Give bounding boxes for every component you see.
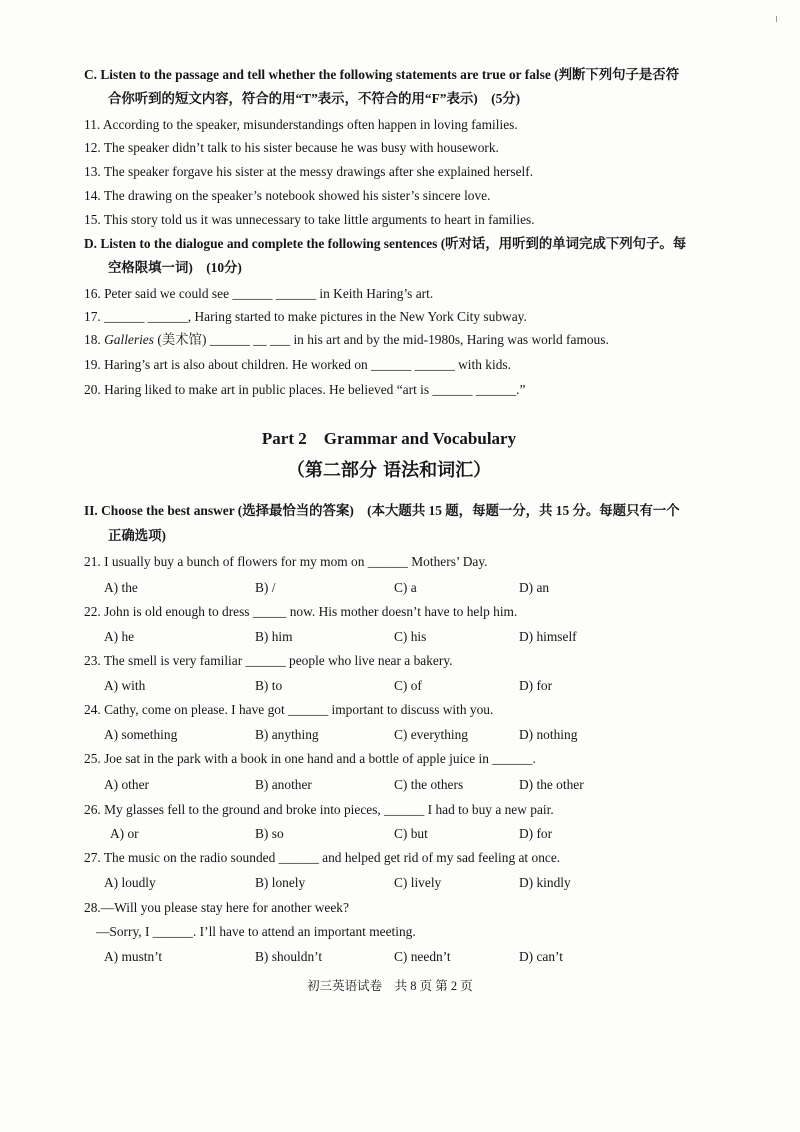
question-13: 13. The speaker forgave his sister at the messy drawings after she explained herself. — [84, 164, 534, 179]
q21-option-d: D) an — [519, 580, 550, 595]
q21-option-a: A) the — [104, 580, 138, 595]
question-25: 25. Joe sat in the park with a book in one hand and a bottle of apple juice in ______. — [84, 751, 536, 766]
question-20: 20. Haring liked to make art in public places. He believed “art is ______ ______.” — [84, 382, 526, 397]
part-2-title: Part 2 Grammar and Vocabulary — [261, 429, 517, 448]
q28-option-c: C) needn’t — [394, 949, 451, 964]
question-27: 27. The music on the radio sounded ______ and helped get rid of my sad feeling at once. — [84, 850, 561, 865]
q25-option-a: A) other — [104, 777, 149, 792]
q24-option-b: B) anything — [255, 727, 319, 742]
q27-option-a: A) loudly — [104, 875, 156, 890]
q23-option-a: A) with — [104, 678, 146, 693]
page-footer: 初三英语试卷 共 8 页 第 2 页 — [307, 979, 473, 993]
question-26: 26. My glasses fell to the ground and broke into pieces, ______ I had to buy a new pair. — [84, 802, 554, 817]
q22-option-b: B) him — [255, 629, 293, 644]
question-18-number: 18. — [84, 332, 101, 347]
question-11: 11. According to the speaker, misunderstandings often happen in loving families. — [84, 117, 518, 132]
scan-mark — [776, 16, 777, 22]
question-18-rest: (美术馆) ______ __ ___ in his art and by the mid-1980s, Haring was world famous. — [157, 332, 609, 347]
q22-option-a: A) he — [104, 629, 135, 644]
q23-option-b: B) to — [255, 678, 283, 693]
q22-option-c: C) his — [394, 629, 427, 644]
q21-option-c: C) a — [394, 580, 417, 595]
question-23: 23. The smell is very familiar ______ people who live near a bakery. — [84, 653, 453, 668]
section-c-heading-cont: 合你听到的短文内容，符合的用“T”表示，不符合的用“F”表示) (5分) — [108, 91, 521, 106]
q28-option-a: A) mustn’t — [104, 949, 163, 964]
q23-option-d: D) for — [519, 678, 553, 693]
q25-option-c: C) the others — [394, 777, 464, 792]
q24-option-c: C) everything — [394, 727, 469, 742]
q26-option-c: C) but — [394, 826, 428, 841]
question-12: 12. The speaker didn’t talk to his sister because he was busy with housework. — [84, 140, 499, 155]
question-18 — [84, 331, 760, 349]
section-d-heading-cont: 空格限填一词) (10分) — [108, 260, 242, 275]
question-19: 19. Haring’s art is also about children. He worked on ______ ______ with kids. — [84, 357, 511, 372]
question-14: 14. The drawing on the speaker’s notebook showed his sister’s sincere love. — [84, 188, 491, 203]
question-21: 21. I usually buy a bunch of flowers for my mom on ______ Mothers’ Day. — [84, 554, 488, 569]
question-28-line-2: —Sorry, I ______. I’ll have to attend an important meeting. — [96, 924, 416, 939]
part-2-subtitle: （第二部分 语法和词汇） — [286, 460, 492, 481]
question-28-line-1: 28.—Will you please stay here for another week? — [84, 900, 349, 915]
q27-option-d: D) kindly — [519, 875, 571, 890]
q23-option-c: C) of — [394, 678, 422, 693]
q26-option-b: B) so — [255, 826, 284, 841]
q24-option-a: A) something — [104, 727, 178, 742]
q27-option-c: C) lively — [394, 875, 442, 890]
q26-option-a: A) or — [110, 826, 139, 841]
q25-option-b: B) another — [255, 777, 312, 792]
q25-option-d: D) the other — [519, 777, 584, 792]
question-18-word: Galleries — [104, 332, 154, 347]
section-ii-heading-cont: 正确选项) — [108, 528, 167, 543]
question-17: 17. ______ ______, Haring started to make pictures in the New York City subway. — [84, 309, 527, 324]
question-24: 24. Cathy, come on please. I have got ______ important to discuss with you. — [84, 702, 494, 717]
q26-option-d: D) for — [519, 826, 553, 841]
q22-option-d: D) himself — [519, 629, 577, 644]
q28-option-b: B) shouldn’t — [255, 949, 323, 964]
q27-option-b: B) lonely — [255, 875, 306, 890]
q21-option-b: B) / — [255, 580, 276, 595]
q28-option-d: D) can’t — [519, 949, 563, 964]
section-d-heading: D. Listen to the dialogue and complete the following sentences (听对话，用听到的单词完成下列句子。每 — [84, 236, 687, 251]
question-16: 16. Peter said we could see ______ ______ in Keith Haring’s art. — [84, 286, 434, 301]
section-ii-heading: II. Choose the best answer (选择最恰当的答案) (本大题共 15 题，每题一分，共 15 分。每题只有一个 — [84, 503, 680, 518]
question-15: 15. This story told us it was unnecessary to take little arguments to heart in families. — [84, 212, 535, 227]
question-22: 22. John is old enough to dress _____ now. His mother doesn’t have to help him. — [84, 604, 518, 619]
section-c-heading: C. Listen to the passage and tell whether the following statements are true or false (判断下列句子是否符 — [84, 67, 680, 82]
q24-option-d: D) nothing — [519, 727, 578, 742]
